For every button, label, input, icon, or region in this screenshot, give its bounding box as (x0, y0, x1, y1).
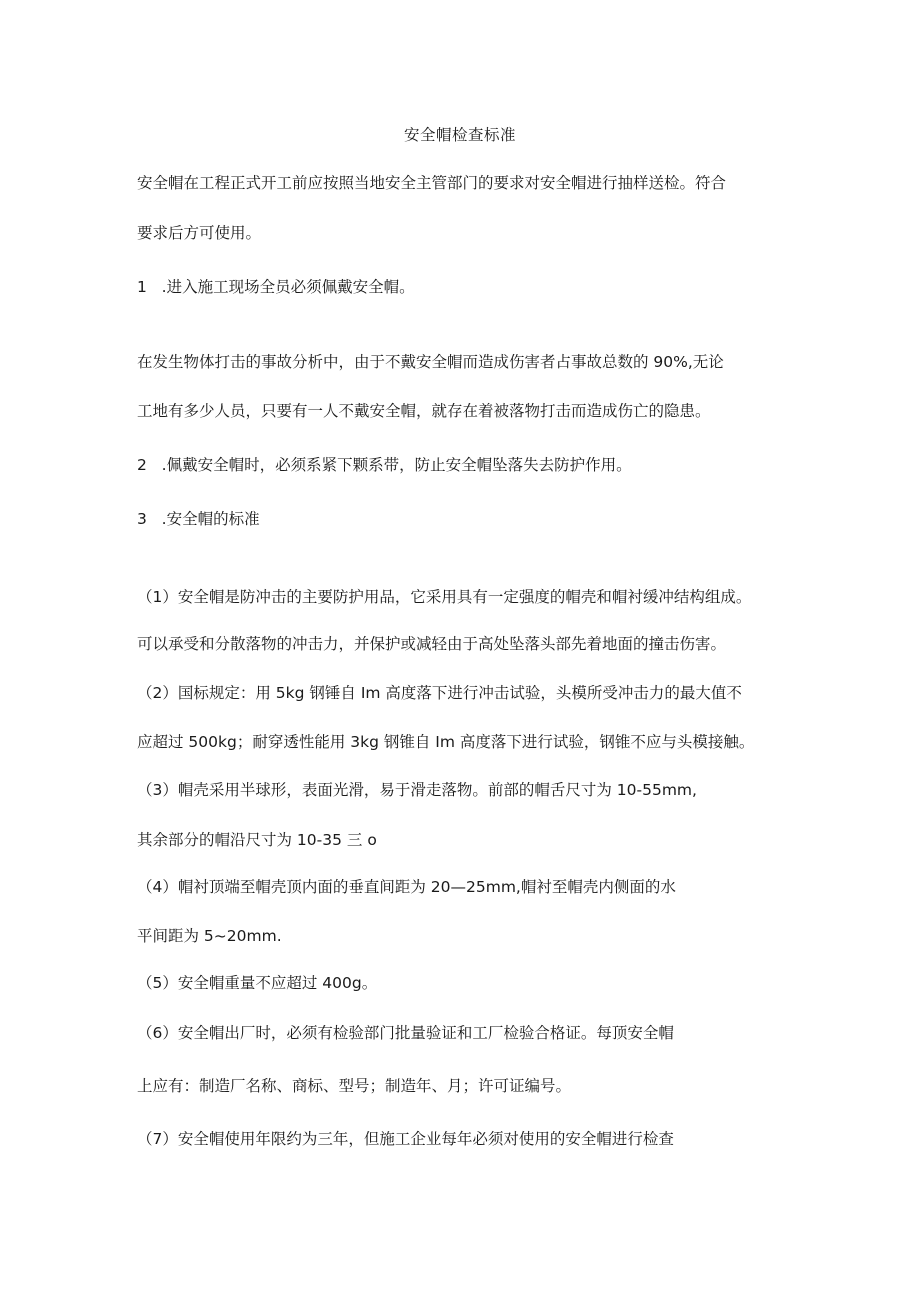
section-heading-3: 3 .安全帽的标准 (137, 510, 260, 528)
section-heading-2: 2 .佩戴安全帽时，必须系紧下颗系带，防止安全帽坠落失去防护作用。 (137, 456, 632, 474)
paragraph-line: 安全帽在工程正式开工前应按照当地安全主管部门的要求对安全帽进行抽样送检。符合 (137, 174, 727, 192)
list-item-4: （4）帽衬顶端至帽壳顶内面的垂直间距为 20—25mm,帽衬至帽壳内侧面的水 (137, 878, 676, 896)
paragraph-line: 在发生物体打击的事故分析中，由于不戴安全帽而造成伤害者占事故总数的 90%,无论 (137, 353, 724, 371)
section-heading-1: 1 .进入施工现场全员必须佩戴安全帽。 (137, 278, 415, 296)
list-item-7: （7）安全帽使用年限约为三年，但施工企业每年必须对使用的安全帽进行检查 (137, 1130, 674, 1148)
list-item-1: （1）安全帽是防冲击的主要防护用品，它采用具有一定强度的帽壳和帽衬缓冲结构组成。 (137, 588, 752, 606)
paragraph-line: 要求后方可使用。 (137, 224, 262, 242)
paragraph-line: 平间距为 5~20mm. (137, 927, 282, 945)
list-item-2: （2）国标规定：用 5kg 钢锤自 Im 高度落下进行冲击试验，头模所受冲击力的最大值不 (137, 684, 742, 702)
paragraph-line: 可以承受和分散落物的冲击力，并保护或减轻由于高处坠落头部先着地面的撞击伤害。 (137, 635, 727, 653)
document-title: 安全帽检查标准 (403, 126, 516, 144)
paragraph-line: 应超过 500kg；耐穿透性能用 3kg 钢锥自 Im 高度落下进行试验，钢锥不应与头模接触。 (137, 733, 755, 751)
paragraph-line: 其余部分的帽沿尺寸为 10-35 三 o (137, 831, 377, 849)
paragraph-line: 上应有：制造厂名称、商标、型号；制造年、月；许可证编号。 (137, 1077, 572, 1095)
list-item-3: （3）帽壳采用半球形，表面光滑，易于滑走落物。前部的帽舌尺寸为 10-55mm, (137, 781, 697, 799)
paragraph-line: 工地有多少人员，只要有一人不戴安全帽，就存在着被落物打击而造成伤亡的隐患。 (137, 402, 711, 420)
list-item-5: （5）安全帽重量不应超过 400g。 (137, 974, 378, 992)
list-item-6: （6）安全帽出厂时，必须有检验部门批量验证和工厂检验合格证。每顶安全帽 (137, 1024, 674, 1042)
